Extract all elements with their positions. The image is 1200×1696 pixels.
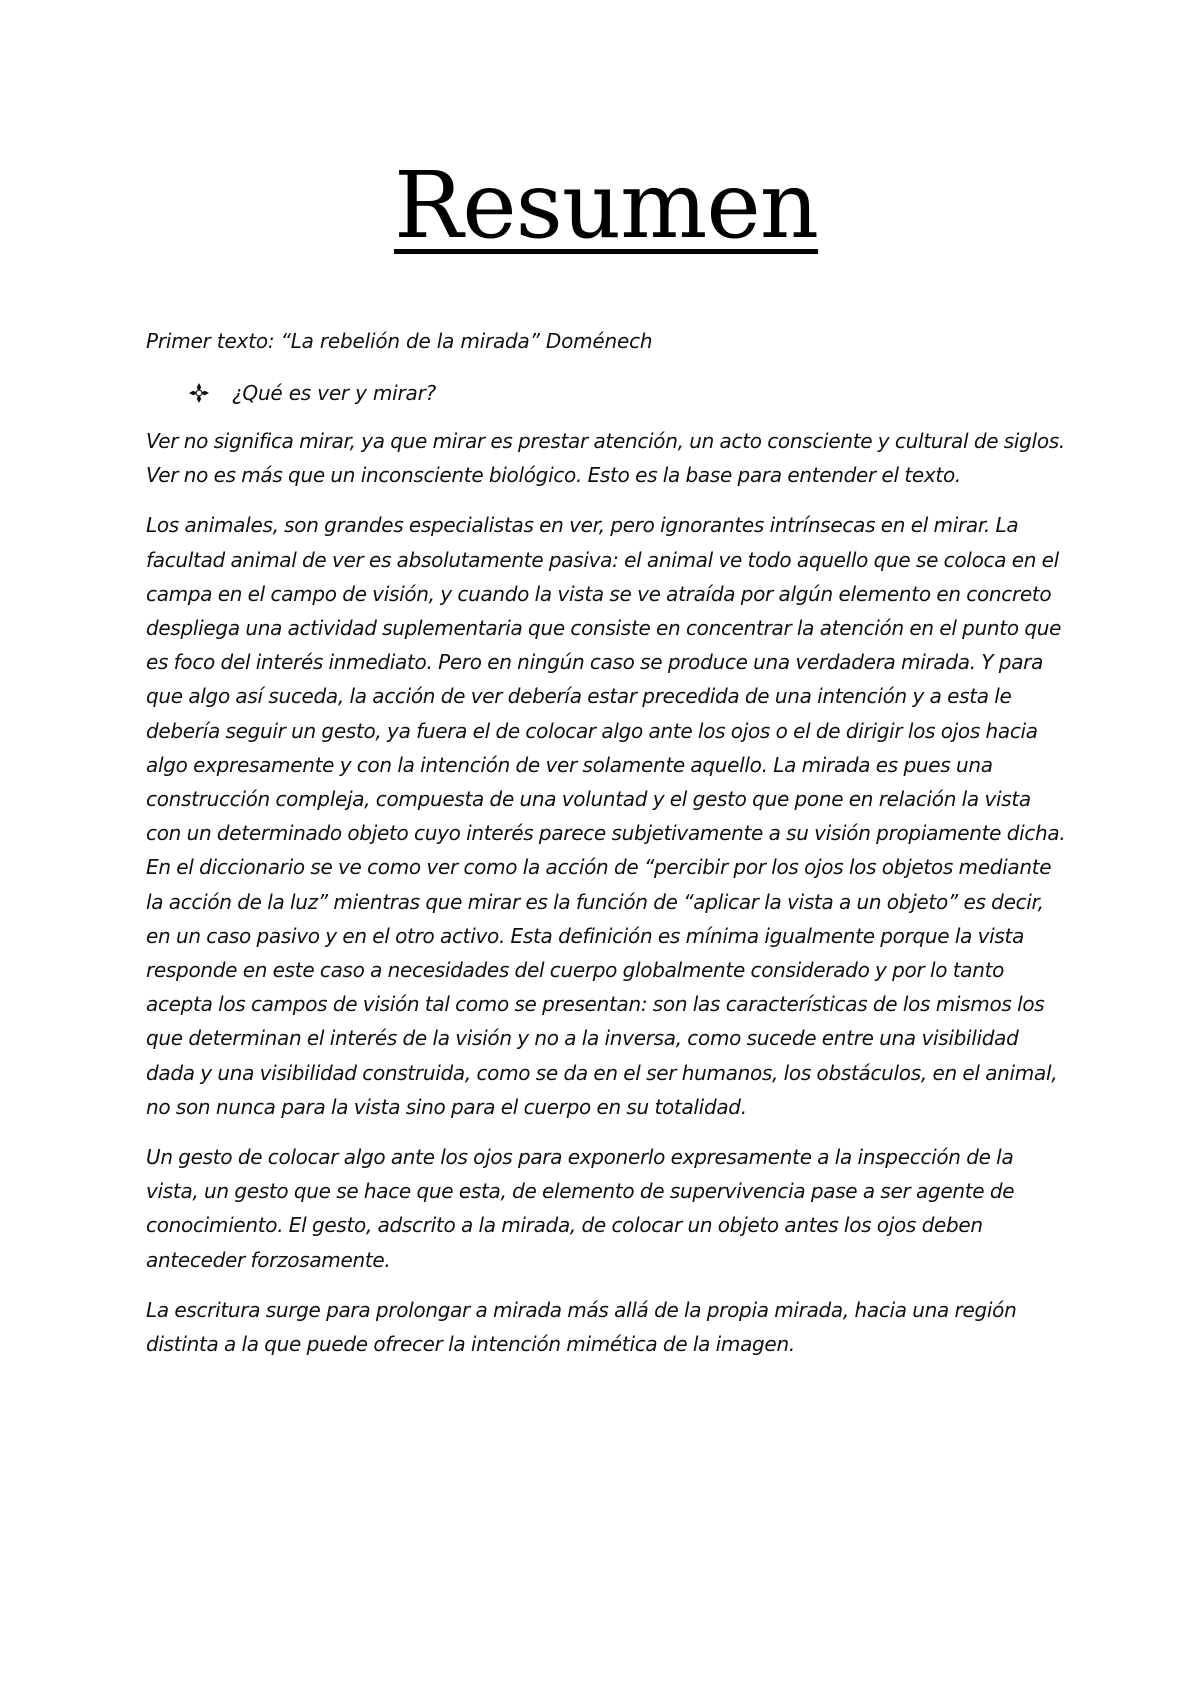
paragraph: Ver no significa mirar, ya que mirar es prestar atención, un acto consciente y cultural de siglos. Ver no es más que un inconsciente biológico. Esto es la base para entender el texto. <box>146 429 1065 488</box>
document-subtitle: Primer texto: “La rebelión de la mirada” Doménech <box>146 329 653 353</box>
bullet-item <box>188 376 436 410</box>
four-diamond-bullet-icon <box>188 382 210 404</box>
body-text <box>146 424 1066 1377</box>
paragraph: La escritura surge para prolongar a mirada más allá de la propia mirada, hacia una región distinta a la que puede ofrecer la intención mimética de la imagen. <box>146 1297 1017 1357</box>
paragraph: Los animales, son grandes especialistas en ver, pero ignorantes intrínsecas en el mirar. La facultad animal de ver es absolutamente pasiva: el animal ve todo aquello que se coloca en el campa en el campo de visión, y cuando la vista se ve atraída por algún elemento en concreto despliega una actividad suplementaria que consiste en concentrar la atención en el punto que es foco del interés inmediato. Pero en ningún caso se produce una verdadera mirada. Y para que algo así suceda, la acción de ver debería estar precedida de una intención y a esta le debería seguir un gesto, ya fuera el de colocar algo ante los ojos o el de dirigir los ojos hacia algo expresamente y con la intención de ver solamente aquello. La mirada es pues una construcción compleja, compuesta de una voluntad y el gesto que pone en relación la vista con un determinado objeto cuyo interés parece subjetivamente a su visión propiamente dicha. En el diccionario se ve como ver como la acción de “percibir por los ojos los objetos mediante la acción de la luz” mientras que mirar es la función de “aplicar la vista a un objeto” es decir, en un caso pasivo y en el otro activo. Esta definición es mínima igualmente porque la vista responde en este caso a necesidades del cuerpo globalmente considerado y por lo tanto acepta los campos de visión tal como se presentan: son las características de los mismos los que determinan el interés de la visión y no a la inversa, como sucede entre una visibilidad dada y una visibilidad construida, como se da en el ser humanos, los obstáculos, en el animal, no son nunca para la vista sino para el cuerpo en su totalidad. <box>146 513 1066 1119</box>
page-title: Resumen <box>393 152 819 259</box>
paragraph: Un gesto de colocar algo ante los ojos para exponerlo expresamente a la inspección de la vista, un gesto que se hace que esta, de elemento de supervivencia pase a ser agente de conocimiento. El gesto, adscrito a la mirada, de colocar un objeto antes los ojos deben anteceder forzosamente. <box>146 1145 1015 1272</box>
bullet-text: ¿Qué es ver y mirar? <box>232 381 437 405</box>
document-page <box>146 0 1066 1696</box>
